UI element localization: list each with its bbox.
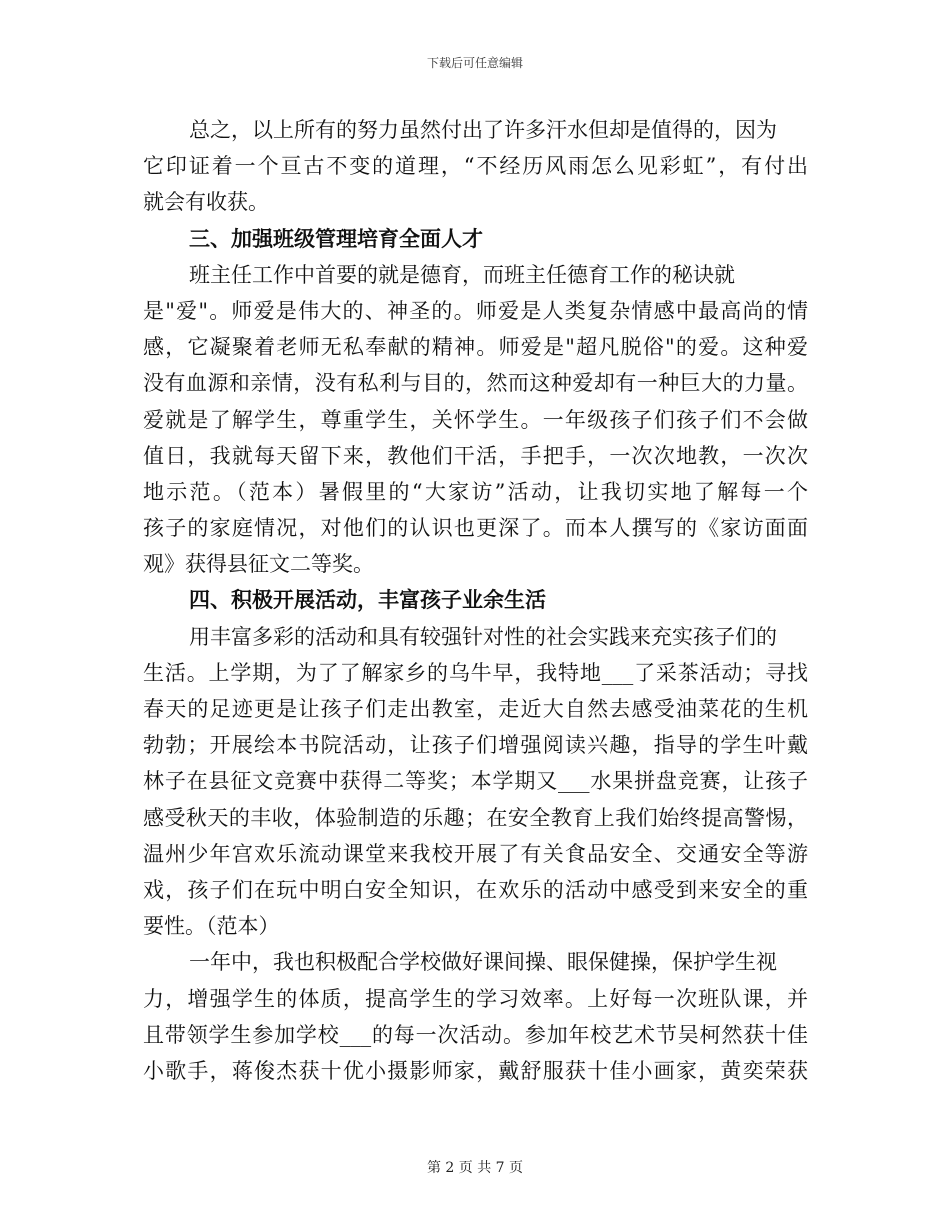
- section-heading: 四、积极开展活动，丰富孩子业余生活: [189, 587, 546, 613]
- paragraph-line: 林子在县征文竞赛中获得二等奖；本学期又___水果拼盘竞赛，让孩子: [143, 769, 808, 794]
- paragraph-line: 它印证着一个亘古不变的道理，“不经历风雨怎么见彩虹”，有付出: [143, 154, 808, 179]
- paragraph-line: 就会有收获。: [143, 190, 269, 215]
- paragraph-line: 班主任工作中首要的就是德育，而班主任德育工作的秘诀就: [189, 262, 735, 287]
- paragraph-line: 感，它凝聚着老师无私奉献的精神。师爱是"超凡脱俗"的爱。这种爱: [143, 335, 808, 360]
- paragraph-line: 力，增强学生的体质，提高学生的学习效率。上好每一次班队课，并: [143, 986, 808, 1011]
- page-number: 第 2 页 共 7 页: [426, 1160, 524, 1176]
- paragraph-line: 一年中，我也积极配合学校做好课间操、眼保健操，保护学生视: [189, 950, 777, 975]
- paragraph-line: 勃勃；开展绘本书院活动，让孩子们增强阅读兴趣，指导的学生叶戴: [143, 733, 808, 758]
- paragraph-line: 小歌手，蒋俊杰获十优小摄影师家，戴舒服获十佳小画家，黄奕荣获: [143, 1058, 808, 1083]
- paragraph-line: 温州少年宫欢乐流动课堂来我校开展了有关食品安全、交通安全等游: [143, 841, 808, 866]
- paragraph-line: 没有血源和亲情，没有私利与目的，然而这种爱却有一种巨大的力量。: [143, 371, 808, 396]
- paragraph-line: 感受秋天的丰收，体验制造的乐趣；在安全教育上我们始终提高警惕，: [143, 805, 808, 830]
- paragraph-line: 值日，我就每天留下来，教他们干活，手把手，一次次地教，一次次: [143, 443, 808, 468]
- paragraph-line: 地示范。（范本）暑假里的“大家访”活动，让我切实地了解每一个: [143, 479, 808, 504]
- paragraph-line: 用丰富多彩的活动和具有较强针对性的社会实践来充实孩子们的: [189, 624, 777, 649]
- paragraph-line: 爱就是了解学生，尊重学生，关怀学生。一年级孩子们孩子们不会做: [143, 407, 808, 432]
- paragraph-line: 要性。（范本）: [143, 914, 280, 939]
- paragraph-line: 孩子的家庭情况，对他们的认识也更深了。而本人撰写的《家访面面: [143, 516, 808, 541]
- paragraph-line: 观》获得县征文二等奖。: [143, 552, 374, 577]
- paragraph-line: 且带领学生参加学校___的每一次活动。参加年校艺术节吴柯然获十佳: [143, 1022, 808, 1047]
- document-body: [143, 112, 808, 1089]
- paragraph-line: 戏，孩子们在玩中明白安全知识，在欢乐的活动中感受到来安全的重: [143, 877, 808, 902]
- paragraph-line: 生活。上学期，为了了解家乡的乌牛早，我特地___了采茶活动；寻找: [143, 660, 808, 685]
- paragraph-line: 春天的足迹更是让孩子们走出教室，走近大自然去感受油菜花的生机: [143, 697, 808, 721]
- section-heading: 三、加强班级管理培育全面人才: [189, 225, 483, 251]
- paragraph-line: 是"爱"。师爱是伟大的、神圣的。师爱是人类复杂情感中最高尚的情: [143, 298, 808, 323]
- paragraph-line: 总之，以上所有的努力虽然付出了许多汗水但却是值得的，因为: [189, 118, 777, 142]
- page-header: 下载后可任意编辑: [426, 56, 523, 70]
